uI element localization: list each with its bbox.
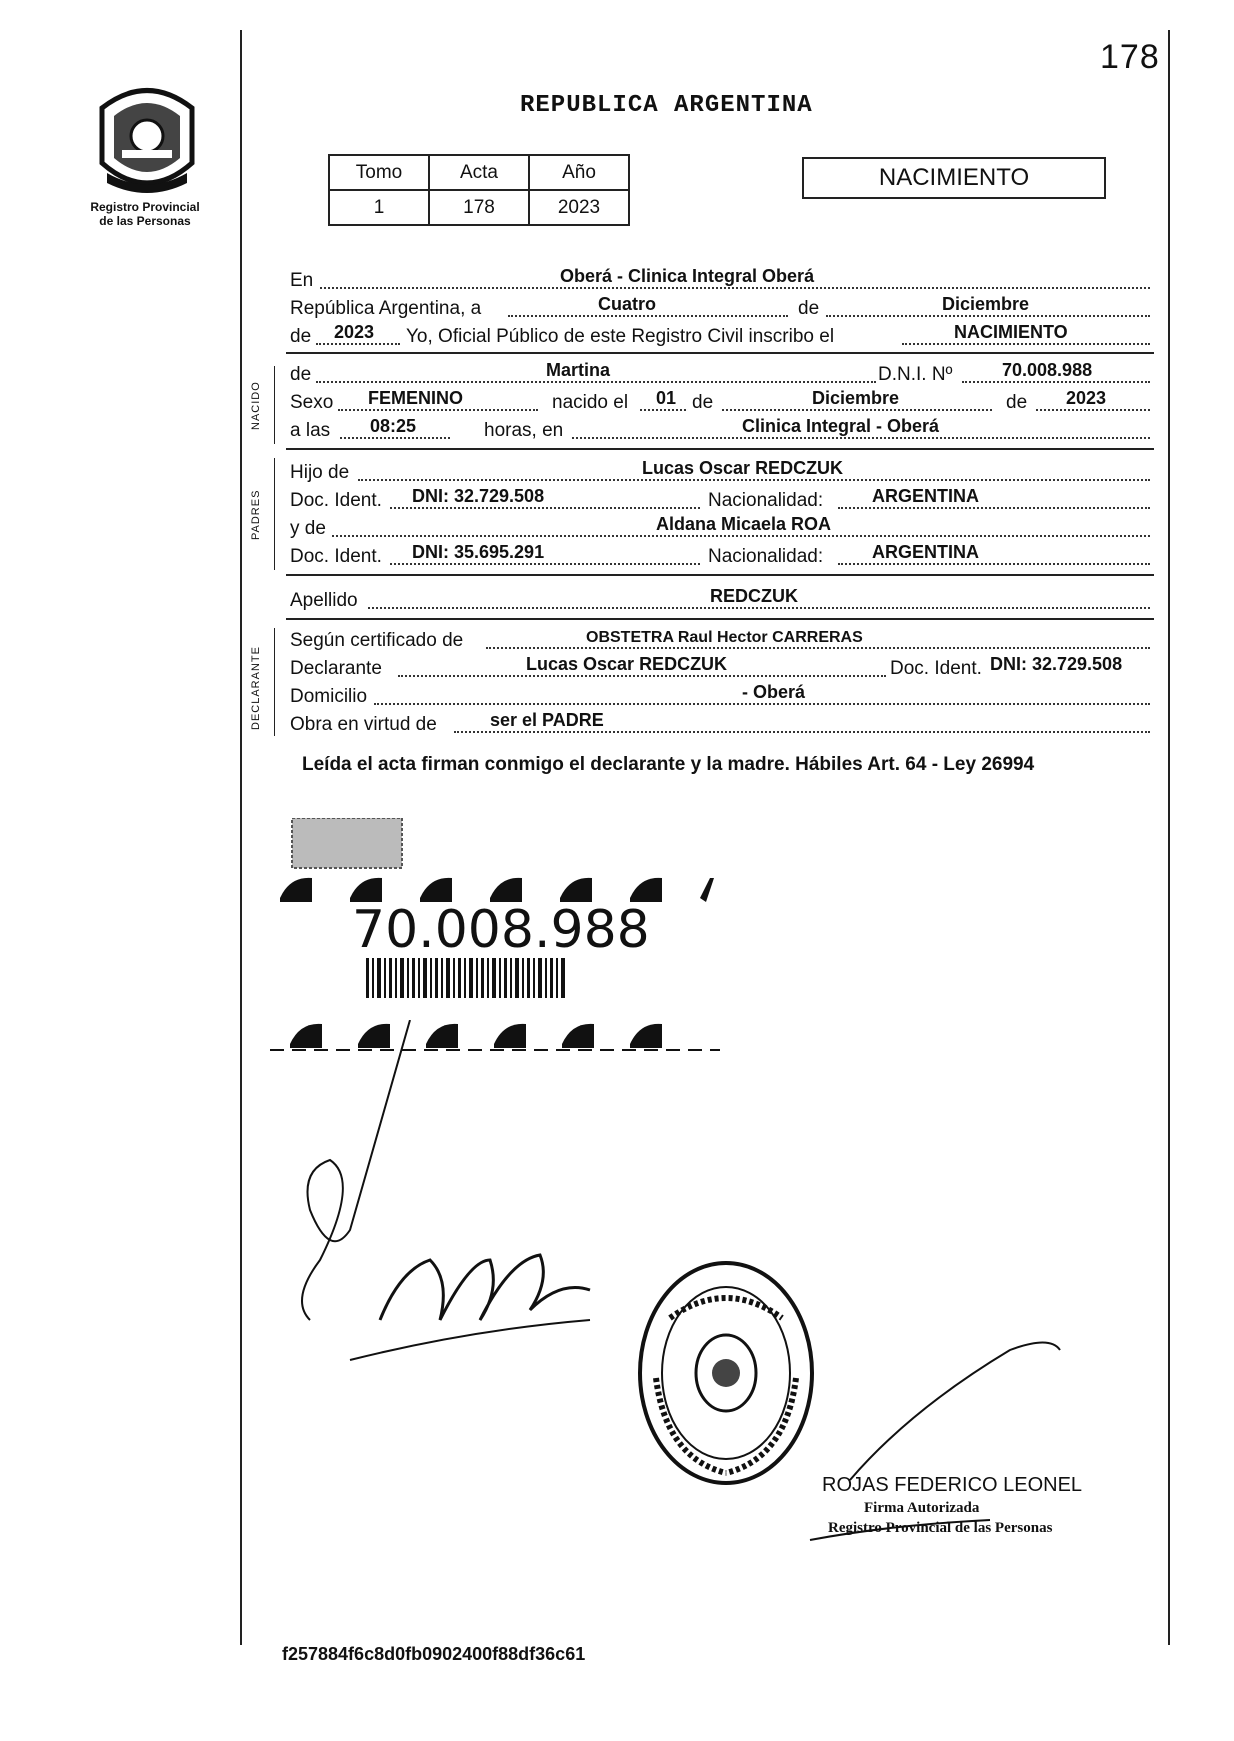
nacido-year: 2023 [1066,388,1107,408]
official-seal-icon [636,1258,816,1488]
side-label-declarante: DECLARANTE [250,646,262,730]
document-hash: f257884f6c8d0fb0902400f88df36c61 [282,1644,586,1664]
page-number: 178 [1100,38,1160,76]
madre-doc-value: DNI: 35.695.291 [412,542,545,562]
declarante-doc-value: DNI: 32.729.508 [990,654,1123,674]
nombre-value: Martina [546,360,611,380]
nacido-day: 01 [656,388,677,408]
divider-3 [286,574,1154,576]
value-acta: 178 [429,190,529,225]
row-obra: Obra en virtud de ser el PADRE [290,710,1152,736]
row-apellido: Apellido REDCZUK [290,586,1152,612]
row-sexo: Sexo FEMENINO nacido el 01 de Diciembre de 2023 [290,388,1152,414]
day-value: Cuatro [598,294,656,314]
side-label-padres: PADRES [250,489,262,540]
row-hora-lugar: a las 08:25 horas, en Clinica Integral - Oberá [290,416,1152,442]
logo-caption: Registro Provincial de las Personas [90,200,200,228]
header-tomo: Tomo [329,155,429,190]
row-en: En Oberá - Clinica Integral Oberá [290,266,1152,292]
stamp-number: 70.008.988 [352,900,650,960]
sexo-value: FEMENINO [368,388,464,408]
row-nombre: de Martina D.N.I. Nº 70.008.988 [290,360,1152,386]
certificado-value: OBSTETRA Raul Hector CARRERAS [586,629,863,646]
row-madre: y de Aldana Micaela ROA [290,514,1152,540]
month-value: Diciembre [942,294,1030,314]
signer-name: ROJAS FEDERICO LEONEL [822,1474,1083,1496]
signer-org: Registro Provincial de las Personas [828,1520,1053,1536]
row-anio: de 2023 Yo, Oficial Público de este Registro Civil inscribo el NACIMIENTO [290,322,1152,348]
row-declarante: Declarante Lucas Oscar REDCZUK Doc. Ident. DNI: 32.729.508 [290,654,1123,679]
hora-value: 08:25 [370,416,417,436]
province-crest-icon [92,78,202,198]
madre-value: Aldana Micaela ROA [656,514,832,534]
en-value: Oberá - Clinica Integral Oberá [560,266,815,286]
divider-4 [286,618,1154,620]
row-fecha-inscripcion: República Argentina, a Cuatro de Diciembre [290,294,1152,320]
left-margin-line [240,30,242,1645]
nacido-month: Diciembre [812,388,900,408]
lugar-value: Clinica Integral - Oberá [742,416,940,436]
document-title: REPUBLICA ARGENTINA [520,92,813,119]
row-padre-doc: Doc. Ident. DNI: 32.729.508 Nacionalidad: ARGENTINA [290,486,1152,512]
closing-statement: Leída el acta firman conmigo el declarante y la madre. Hábiles Art. 64 - Ley 26994 [302,754,1035,775]
inscribo-value: NACIMIENTO [954,322,1068,342]
divider-1 [286,352,1154,354]
obra-value: ser el PADRE [490,710,604,730]
tomo-acta-table [328,154,630,226]
side-label-nacido: NACIDO [250,381,262,430]
declarante-value: Lucas Oscar REDCZUK [526,654,728,674]
signer-title: Firma Autorizada [864,1500,980,1516]
year-value: 2023 [334,322,375,342]
header-anio: Año [529,155,629,190]
madre-nacionalidad: ARGENTINA [872,542,979,562]
record-type-box: NACIMIENTO [802,157,1106,199]
row-padre: Hijo de Lucas Oscar REDCZUK [290,458,1152,484]
value-tomo: 1 [329,190,429,225]
row-domicilio: Domicilio - Oberá [290,682,1152,708]
divider-2 [286,448,1154,450]
row-madre-doc: Doc. Ident. DNI: 35.695.291 Nacionalidad: ARGENTINA [290,542,1152,568]
domicilio-value: - Oberá [742,682,806,702]
value-anio: 2023 [529,190,629,225]
right-margin-line [1168,30,1170,1645]
dni-value: 70.008.988 [1002,360,1093,380]
padre-nacionalidad: ARGENTINA [872,486,979,506]
header-acta: Acta [429,155,529,190]
padre-value: Lucas Oscar REDCZUK [642,458,844,478]
row-certificado: Según certificado de OBSTETRA Raul Hector CARRERAS [290,626,1152,652]
apellido-value: REDCZUK [710,586,798,606]
padre-doc-value: DNI: 32.729.508 [412,486,545,506]
